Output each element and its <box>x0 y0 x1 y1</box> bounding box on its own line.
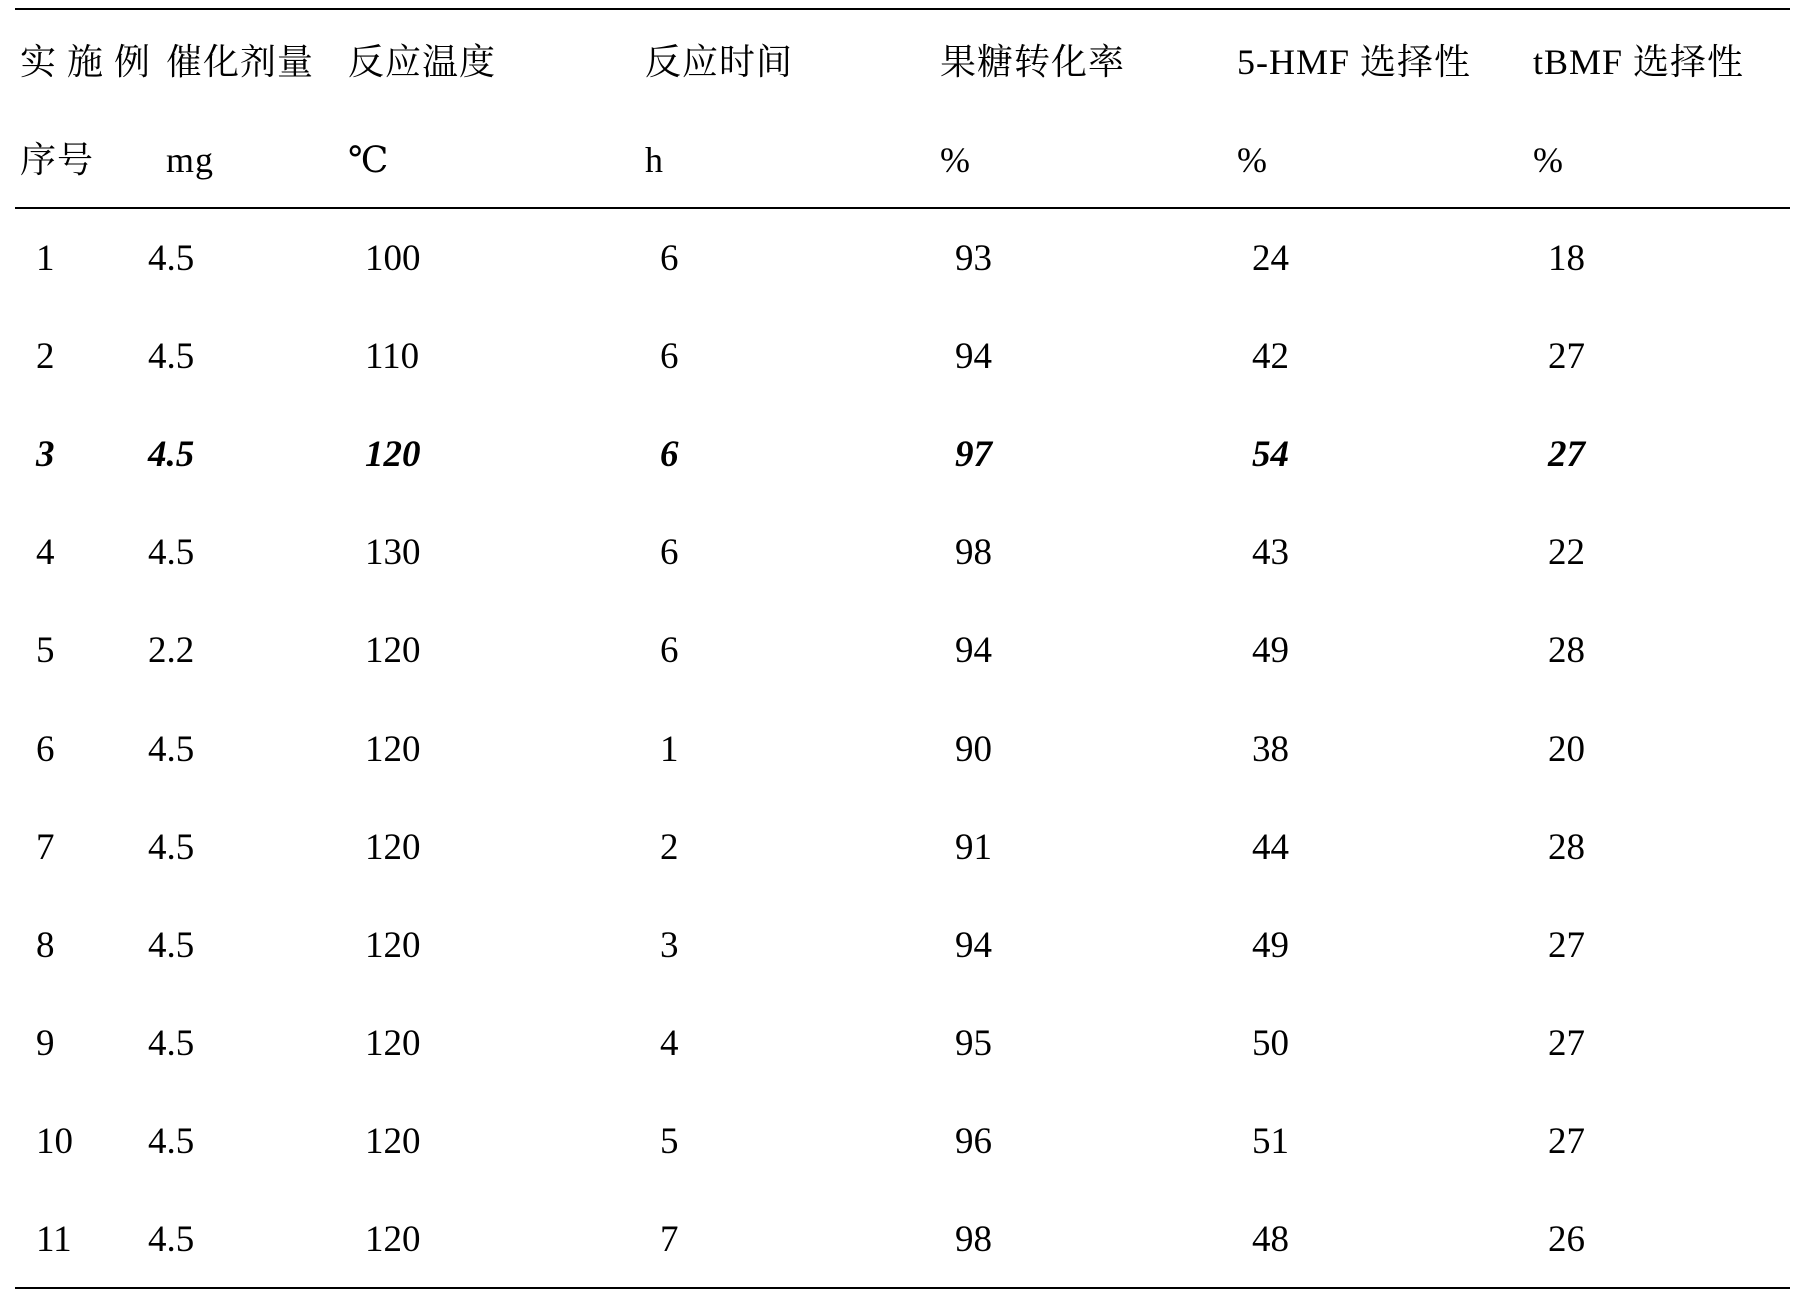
cell-tbmf-selectivity: 22 <box>1548 532 1585 573</box>
cell-example-no: 3 <box>36 434 55 475</box>
cell-conversion: 90 <box>955 729 992 770</box>
header-unit-percent: % <box>1237 140 1268 180</box>
cell-temperature: 120 <box>365 1219 421 1260</box>
cell-conversion: 93 <box>955 238 992 279</box>
cell-catalyst-amount: 4.5 <box>148 1023 195 1064</box>
cell-catalyst-amount: 4.5 <box>148 238 195 279</box>
cell-catalyst-amount: 4.5 <box>148 827 195 868</box>
header-catalyst-amount: 催化剂量 <box>166 42 315 82</box>
cell-conversion: 91 <box>955 827 992 868</box>
cell-example-no: 1 <box>36 238 55 279</box>
header-unit-no: 序号 <box>20 140 95 180</box>
cell-example-no: 11 <box>36 1219 72 1260</box>
cell-conversion: 98 <box>955 1219 992 1260</box>
cell-time: 6 <box>660 532 679 573</box>
cell-time: 6 <box>660 336 679 377</box>
cell-tbmf-selectivity: 27 <box>1548 1023 1585 1064</box>
cell-example-no: 9 <box>36 1023 55 1064</box>
cell-example-no: 5 <box>36 630 55 671</box>
cell-hmf-selectivity: 49 <box>1252 630 1289 671</box>
header-hmf-selectivity: 5-HMF 选择性 <box>1237 42 1472 82</box>
cell-hmf-selectivity: 42 <box>1252 336 1289 377</box>
cell-temperature: 120 <box>365 434 421 475</box>
header-example-no: 实 施 例 <box>20 42 152 82</box>
cell-hmf-selectivity: 24 <box>1252 238 1289 279</box>
cell-hmf-selectivity: 51 <box>1252 1121 1289 1162</box>
cell-hmf-selectivity: 49 <box>1252 925 1289 966</box>
cell-tbmf-selectivity: 28 <box>1548 630 1585 671</box>
cell-temperature: 120 <box>365 630 421 671</box>
cell-tbmf-selectivity: 26 <box>1548 1219 1585 1260</box>
cell-hmf-selectivity: 43 <box>1252 532 1289 573</box>
bottom-rule <box>15 1287 1790 1289</box>
cell-hmf-selectivity: 44 <box>1252 827 1289 868</box>
cell-catalyst-amount: 4.5 <box>148 729 195 770</box>
header-unit-percent: % <box>940 140 971 180</box>
cell-catalyst-amount: 2.2 <box>148 630 195 671</box>
cell-tbmf-selectivity: 20 <box>1548 729 1585 770</box>
cell-temperature: 120 <box>365 1023 421 1064</box>
cell-conversion: 98 <box>955 532 992 573</box>
cell-catalyst-amount: 4.5 <box>148 925 195 966</box>
cell-temperature: 130 <box>365 532 421 573</box>
cell-tbmf-selectivity: 18 <box>1548 238 1585 279</box>
cell-conversion: 97 <box>955 434 992 475</box>
header-unit-hours: h <box>645 140 664 180</box>
cell-example-no: 2 <box>36 336 55 377</box>
header-rule <box>15 207 1790 209</box>
cell-temperature: 120 <box>365 925 421 966</box>
cell-time: 4 <box>660 1023 679 1064</box>
cell-temperature: 110 <box>365 336 420 377</box>
cell-conversion: 95 <box>955 1023 992 1064</box>
cell-catalyst-amount: 4.5 <box>148 1219 195 1260</box>
cell-time: 7 <box>660 1219 679 1260</box>
cell-hmf-selectivity: 48 <box>1252 1219 1289 1260</box>
cell-time: 5 <box>660 1121 679 1162</box>
cell-hmf-selectivity: 38 <box>1252 729 1289 770</box>
cell-tbmf-selectivity: 27 <box>1548 434 1585 475</box>
header-unit-celsius: ℃ <box>348 140 390 180</box>
cell-hmf-selectivity: 50 <box>1252 1023 1289 1064</box>
cell-catalyst-amount: 4.5 <box>148 434 195 475</box>
cell-example-no: 10 <box>36 1121 73 1162</box>
header-reaction-temperature: 反应温度 <box>348 42 497 82</box>
cell-conversion: 94 <box>955 336 992 377</box>
cell-time: 6 <box>660 238 679 279</box>
top-rule <box>15 8 1790 10</box>
cell-temperature: 120 <box>365 729 421 770</box>
cell-example-no: 8 <box>36 925 55 966</box>
cell-tbmf-selectivity: 27 <box>1548 925 1585 966</box>
cell-temperature: 120 <box>365 827 421 868</box>
cell-catalyst-amount: 4.5 <box>148 532 195 573</box>
cell-example-no: 4 <box>36 532 55 573</box>
header-reaction-time: 反应时间 <box>645 42 794 82</box>
cell-conversion: 96 <box>955 1121 992 1162</box>
header-tbmf-selectivity: tBMF 选择性 <box>1533 42 1745 82</box>
cell-catalyst-amount: 4.5 <box>148 1121 195 1162</box>
cell-conversion: 94 <box>955 630 992 671</box>
cell-time: 1 <box>660 729 679 770</box>
header-fructose-conversion: 果糖转化率 <box>940 42 1126 82</box>
cell-tbmf-selectivity: 28 <box>1548 827 1585 868</box>
cell-catalyst-amount: 4.5 <box>148 336 195 377</box>
cell-tbmf-selectivity: 27 <box>1548 1121 1585 1162</box>
cell-time: 6 <box>660 434 679 475</box>
cell-example-no: 6 <box>36 729 55 770</box>
cell-tbmf-selectivity: 27 <box>1548 336 1585 377</box>
cell-time: 6 <box>660 630 679 671</box>
cell-example-no: 7 <box>36 827 55 868</box>
cell-conversion: 94 <box>955 925 992 966</box>
cell-temperature: 100 <box>365 238 421 279</box>
cell-temperature: 120 <box>365 1121 421 1162</box>
cell-time: 3 <box>660 925 679 966</box>
cell-hmf-selectivity: 54 <box>1252 434 1289 475</box>
header-unit-percent: % <box>1533 140 1564 180</box>
cell-time: 2 <box>660 827 679 868</box>
header-unit-mg: mg <box>166 140 215 180</box>
